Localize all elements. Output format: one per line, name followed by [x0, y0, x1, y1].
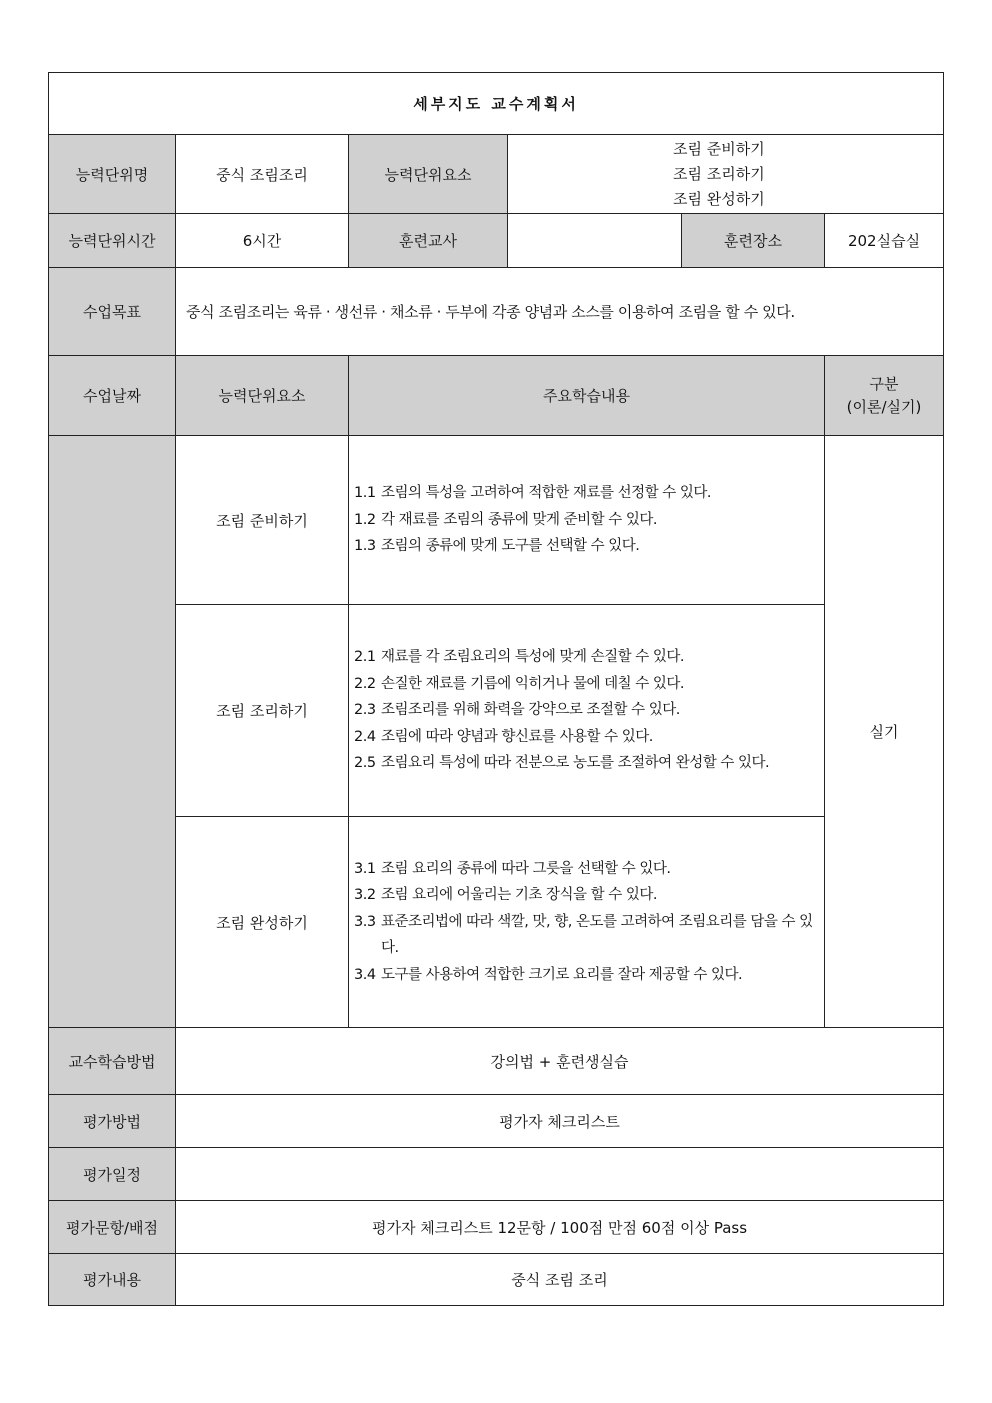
content-item: 2.5 조림요리 특성에 따라 전분으로 농도를 조절하여 완성할 수 있다.: [354, 755, 770, 772]
unit-element-1: 조림 준비하기: [673, 139, 765, 158]
lesson-plan-table: [48, 72, 944, 1306]
unit-name-label: 능력단위명: [49, 135, 176, 214]
instructor-value: [508, 214, 682, 268]
type-value: 실기: [825, 436, 944, 1028]
content-item: 3.1 조림 요리의 종류에 따라 그릇을 선택할 수 있다.: [354, 860, 671, 877]
unit-element-3: 조림 완성하기: [673, 189, 765, 208]
location-value: 202실습실: [825, 214, 944, 268]
eval-schedule-value: [176, 1148, 944, 1201]
unit-elements-list: [508, 135, 944, 214]
content-item: 1.1 조림의 특성을 고려하여 적합한 재료를 선정할 수 있다.: [354, 485, 712, 502]
eval-content-value: 중식 조림 조리: [176, 1254, 944, 1306]
row-element: 조림 준비하기: [176, 436, 349, 605]
unit-name-value: 중식 조림조리: [176, 135, 349, 214]
eval-method-value: 평가자 체크리스트: [176, 1095, 944, 1148]
content-item: 2.1 재료를 각 조림요리의 특성에 맞게 손질할 수 있다.: [354, 649, 685, 666]
column-type-line1: 구분: [869, 374, 899, 393]
eval-items-label: 평가문항/배점: [49, 1201, 176, 1254]
unit-time-value: 6시간: [176, 214, 349, 268]
instructor-label: 훈련교사: [349, 214, 508, 268]
column-element: 능력단위요소: [176, 356, 349, 436]
lesson-date-cell: [49, 436, 176, 1028]
row-content: [349, 817, 825, 1028]
eval-schedule-label: 평가일정: [49, 1148, 176, 1201]
content-item: 2.4 조림에 따라 양념과 향신료를 사용할 수 있다.: [354, 728, 653, 745]
content-item: 1.3 조림의 종류에 맞게 도구를 선택할 수 있다.: [354, 538, 640, 555]
location-label: 훈련장소: [682, 214, 825, 268]
content-item: 3.4 도구를 사용하여 적합한 크기로 요리를 잘라 제공할 수 있다.: [354, 966, 743, 983]
column-content: 주요학습내용: [349, 356, 825, 436]
column-type-line2: (이론/실기): [846, 397, 922, 416]
row-content: [349, 436, 825, 605]
row-content: [349, 605, 825, 817]
column-date: 수업날짜: [49, 356, 176, 436]
eval-items-value: 평가자 체크리스트 12문항 / 100점 만점 60점 이상 Pass: [176, 1201, 944, 1254]
unit-element-2: 조림 조리하기: [673, 164, 765, 183]
content-item: 2.3 조림조리를 위해 화력을 강약으로 조절할 수 있다.: [354, 702, 680, 719]
content-item: 2.2 손질한 재료를 기름에 익히거나 물에 데칠 수 있다.: [354, 675, 685, 692]
method-value: 강의법 + 훈련생실습: [176, 1028, 944, 1095]
eval-content-label: 평가내용: [49, 1254, 176, 1306]
eval-method-label: 평가방법: [49, 1095, 176, 1148]
content-item: 1.2 각 재료를 조림의 종류에 맞게 준비할 수 있다.: [354, 511, 657, 528]
objective-value: 중식 조림조리는 육류 · 생선류 · 채소류 · 두부에 각종 양념과 소스를 이용하여 조림을 할 수 있다.: [176, 268, 944, 356]
column-type: [825, 356, 944, 436]
row-element: 조림 조리하기: [176, 605, 349, 817]
method-label: 교수학습방법: [49, 1028, 176, 1095]
unit-elements-label: 능력단위요소: [349, 135, 508, 214]
objective-label: 수업목표: [49, 268, 176, 356]
document-title: 세부지도 교수계획서: [49, 73, 944, 135]
content-item: 3.3 표준조리법에 따라 색깔, 맛, 향, 온도를 고려하여 조림요리를 담을 수 있다.: [354, 913, 813, 957]
row-element: 조림 완성하기: [176, 817, 349, 1028]
content-item: 3.2 조림 요리에 어울리는 기초 장식을 할 수 있다.: [354, 887, 657, 904]
unit-time-label: 능력단위시간: [49, 214, 176, 268]
